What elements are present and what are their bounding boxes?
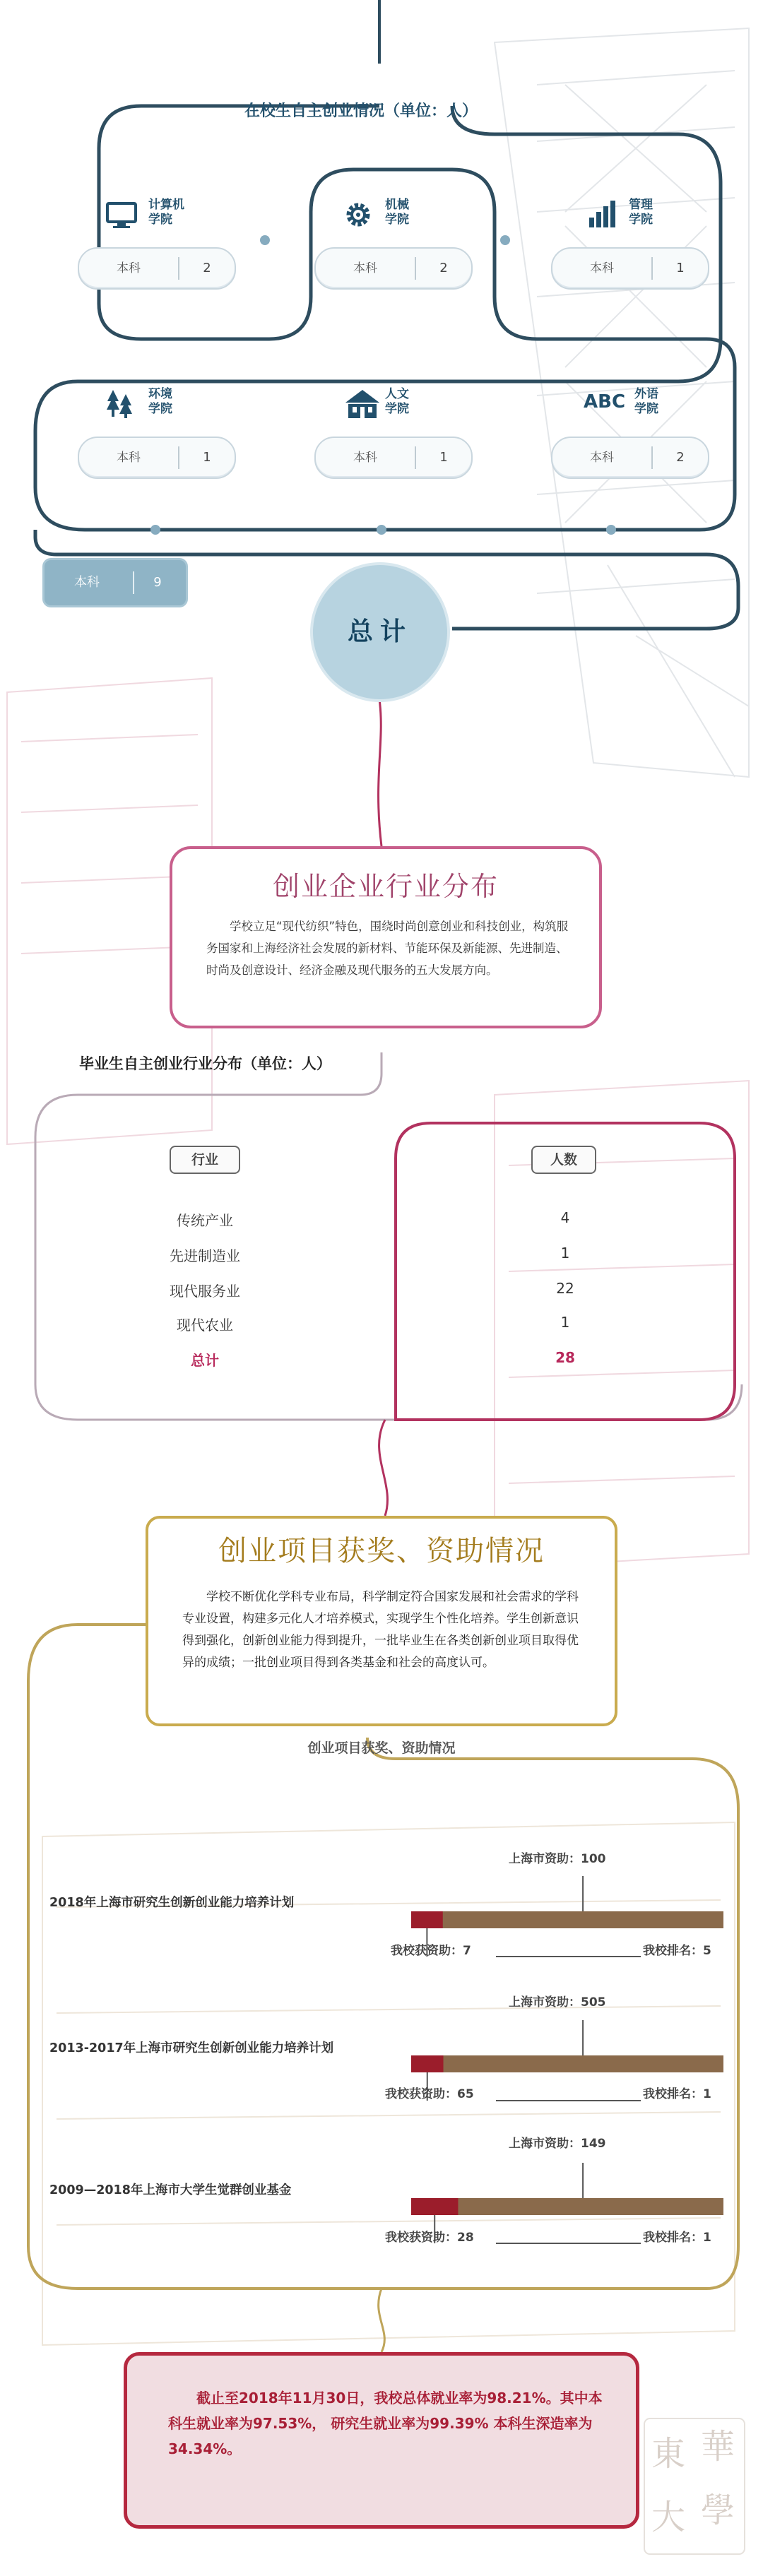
col-header-count: 人数	[531, 1146, 596, 1174]
industry-row-count: 1	[560, 1314, 570, 1331]
industry-title: 创业企业行业分布	[272, 871, 499, 902]
school-funding-bar	[411, 2198, 458, 2215]
count-value: 1	[676, 261, 685, 275]
college-name: 人文 学院	[385, 387, 409, 416]
svg-text:大: 大	[651, 2498, 686, 2537]
industry-total-count: 28	[555, 1349, 575, 1366]
school-funding-bar	[411, 2055, 444, 2072]
svg-text:華: 華	[700, 2427, 735, 2467]
industry-row-label: 传统产业	[177, 1212, 233, 1229]
industry-row-label: 先进制造业	[170, 1247, 240, 1264]
level-label: 本科	[590, 451, 614, 465]
school-funding-label: 我校获资助：65	[385, 2087, 474, 2101]
industry-table-title: 毕业生自主创业行业分布（单位：人）	[79, 1055, 331, 1072]
college-card-humanities	[314, 387, 470, 479]
award-bar-chart	[411, 1876, 723, 2243]
award-title: 创业项目获奖、资助情况	[218, 1535, 545, 1567]
level-label: 本科	[353, 261, 377, 275]
gear-icon	[341, 198, 375, 232]
employment-summary-box	[124, 2352, 639, 2529]
award-intro-box	[146, 1516, 617, 1726]
college-count-pill	[314, 437, 473, 479]
program-name: 2018年上海市研究生创新创业能力培养计划	[49, 1896, 295, 1910]
industry-row-count: 22	[556, 1280, 574, 1297]
trees-icon	[105, 387, 138, 421]
level-label: 本科	[117, 261, 141, 275]
award-chart-subtitle: 创业项目获奖、资助情况	[307, 1740, 456, 1756]
shanghai-funding-label: 上海市资助：505	[509, 1995, 606, 2010]
college-card-mechanical	[314, 198, 470, 290]
college-card-foreign-languages	[551, 387, 706, 479]
industry-paragraph: 学校立足“现代纺织”特色，围绕时尚创意创业和科技创业，构筑服务国家和上海经济社会发展的新材料、节能环保及新能源、先进制造、时尚及创意设计、经济金融及现代服务的五大发展方向。	[206, 920, 569, 977]
college-count-pill	[551, 247, 709, 290]
level-label: 本科	[74, 575, 100, 590]
college-name: 环境 学院	[148, 387, 172, 416]
count-value: 2	[203, 261, 211, 275]
industry-total-label: 总计	[191, 1352, 219, 1369]
school-funding-label: 我校获资助：28	[385, 2231, 474, 2245]
campus-section-title: 在校生自主创业情况（单位：人）	[244, 102, 478, 120]
level-label: 本科	[353, 451, 377, 465]
industry-row-count: 4	[560, 1209, 570, 1226]
college-name: 机械 学院	[385, 198, 409, 227]
level-label: 本科	[590, 261, 614, 275]
program-name: 2009—2018年上海市大学生觉群创业基金	[49, 2183, 292, 2197]
count-value: 1	[439, 450, 448, 465]
award-paragraph: 学校不断优化学科专业布局，科学制定符合国家发展和社会需求的学科专业设置，构建多元化人才培养模式，实现学生个性化培养。学生创新意识得到强化，创新创业能力得到提升，一批毕业生在各类创新创业项目取得优异的成绩；一批创业项目得到各类基金和社会的高度认可。	[182, 1590, 579, 1670]
count-value: 2	[676, 450, 685, 465]
college-name: 计算机 学院	[148, 198, 184, 227]
college-card-environment	[78, 387, 233, 479]
college-name: 管理 学院	[629, 198, 653, 227]
house-icon	[343, 387, 377, 421]
total-circle: 总计	[313, 565, 447, 699]
industry-intro-box	[170, 846, 602, 1028]
col-header-industry: 行业	[170, 1146, 240, 1174]
count-value: 9	[153, 575, 162, 590]
school-rank-label: 我校排名：1	[643, 2231, 711, 2245]
svg-text:東: 東	[651, 2434, 686, 2474]
total-count-pill	[42, 558, 188, 607]
college-count-pill	[78, 247, 236, 290]
employment-summary-text: 截止至2018年11月30日，我校总体就业率为98.21%。其中本科生就业率为97.53%， 研究生就业率为99.39% 本科生深造率为34.34%。	[168, 2390, 603, 2457]
monitor-icon	[105, 198, 138, 232]
level-label: 本科	[117, 451, 141, 465]
bar-chart-icon	[585, 198, 619, 232]
college-count-pill	[314, 247, 473, 290]
school-funding-bar	[411, 1911, 443, 1928]
college-card-management	[551, 198, 706, 290]
shanghai-funding-label: 上海市资助：149	[509, 2137, 606, 2151]
college-name: 外语 学院	[634, 387, 658, 416]
shanghai-funding-bar	[411, 1911, 723, 1928]
college-count-pill	[78, 437, 236, 479]
industry-row-label: 现代服务业	[170, 1283, 240, 1300]
school-funding-label: 我校获资助：7	[391, 1944, 471, 1958]
industry-row-count: 1	[560, 1245, 570, 1262]
school-rank-label: 我校排名：1	[643, 2087, 711, 2101]
university-seal-logo	[641, 2416, 747, 2557]
svg-text:學: 學	[700, 2491, 735, 2530]
count-value: 2	[439, 261, 448, 275]
shanghai-funding-label: 上海市资助：100	[509, 1852, 606, 1866]
college-card-computer	[78, 198, 233, 290]
program-name: 2013-2017年上海市研究生创新创业能力培养计划	[49, 2041, 334, 2055]
industry-row-label: 现代农业	[177, 1317, 233, 1334]
college-count-pill	[551, 437, 709, 479]
count-value: 1	[203, 450, 211, 465]
shanghai-funding-bar	[411, 2055, 723, 2072]
abc-icon: ABC	[584, 391, 626, 412]
school-rank-label: 我校排名：5	[643, 1944, 711, 1958]
